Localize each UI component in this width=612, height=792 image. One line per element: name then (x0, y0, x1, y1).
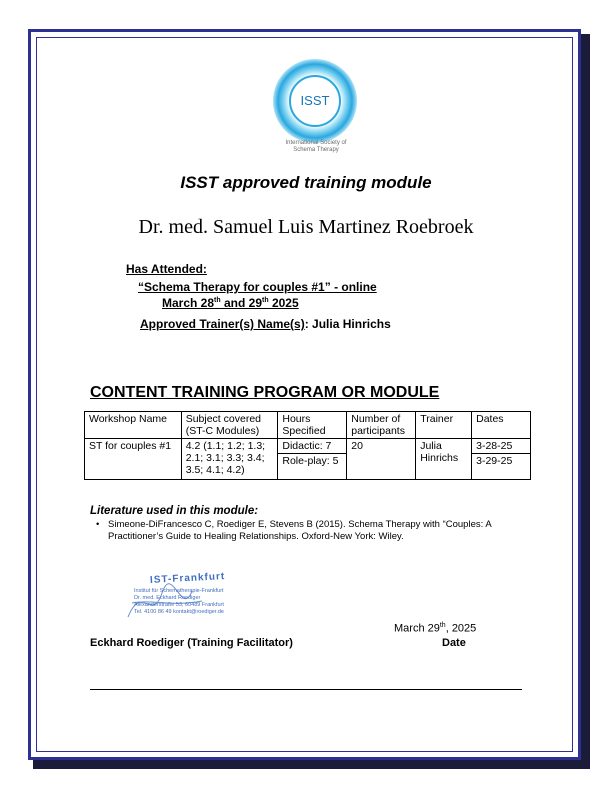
course-dates: March 28th and 29th 2025 (162, 296, 299, 310)
subjects-cell: 4.2 (1.1; 1.2; 1.3; 2.1; 3.1; 3.3; 3.4; 3.5; 4.1; 4.2) (181, 439, 278, 480)
table-header-row (85, 412, 531, 439)
stamp-line: Tel. 4100 86 49 kontakt@roediger.de (134, 609, 224, 615)
hours-didactic-cell: Didactic: 7 (278, 439, 347, 454)
approved-trainer: Approved Trainer(s) Name(s): Julia Hinrichs (140, 317, 391, 331)
stamp-line: Alexanderstraße 53, 60489 Frankfurt (134, 602, 224, 608)
section-title: CONTENT TRAINING PROGRAM OR MODULE (90, 384, 440, 401)
date-cell: 3-29-25 (472, 454, 531, 480)
signature-date: March 29th, 2025 (394, 622, 477, 635)
header-cell: Subject covered (ST-C Modules) (181, 412, 278, 439)
course-title: “Schema Therapy for couples #1” - online (138, 280, 377, 294)
stamp-line: Institut für Schematherapie-Frankfurt (134, 588, 224, 594)
header-cell: Hours Specified (278, 412, 347, 439)
literature-item: • Simeone-DiFrancesco C, Roediger E, Stevens B (2015). Schema Therapy with “Couples: A Practitioner’s Guide to Healing Relationships. Oxford-New York: Wiley. (96, 519, 492, 542)
header-cell: Trainer (416, 412, 472, 439)
literature-heading: Literature used in this module: (90, 505, 259, 517)
logo-subtitle-line2: Schema Therapy (293, 147, 339, 153)
attended-label: Has Attended: (126, 262, 207, 276)
table-row (85, 439, 531, 454)
logo-text: ISST (300, 93, 330, 108)
date-label: Date (442, 637, 466, 649)
stamp-line: Dr. med. Eckhard Roediger (134, 595, 201, 601)
participant-name: Dr. med. Samuel Luis Martinez Roebroek (138, 216, 474, 238)
logo-subtitle-line1: International Society of (285, 140, 347, 146)
certificate-title: ISST approved training module (180, 173, 432, 192)
header-cell: Dates (472, 412, 531, 439)
hours-roleplay-cell: Role-play: 5 (278, 454, 347, 480)
stamp-title: IST-Frankfurt (149, 571, 226, 586)
header-cell: Workshop Name (85, 412, 182, 439)
institute-stamp (122, 573, 262, 625)
signature-line (90, 689, 522, 690)
trainer-cell: Julia Hinrichs (416, 439, 472, 480)
participants-cell: 20 (347, 439, 416, 480)
logo-subtitle (266, 140, 366, 154)
trainer-label: Approved Trainer(s) Name(s) (140, 317, 305, 331)
bullet-icon: • (96, 519, 100, 530)
date-cell: 3-28-25 (472, 439, 531, 454)
workshop-cell: ST for couples #1 (85, 439, 182, 480)
trainer-name: Julia Hinrichs (308, 317, 391, 331)
training-table (84, 411, 531, 480)
header-cell: Number of participants (347, 412, 416, 439)
isst-logo (272, 58, 358, 144)
facilitator-name: Eckhard Roediger (Training Facilitator) (90, 637, 293, 649)
